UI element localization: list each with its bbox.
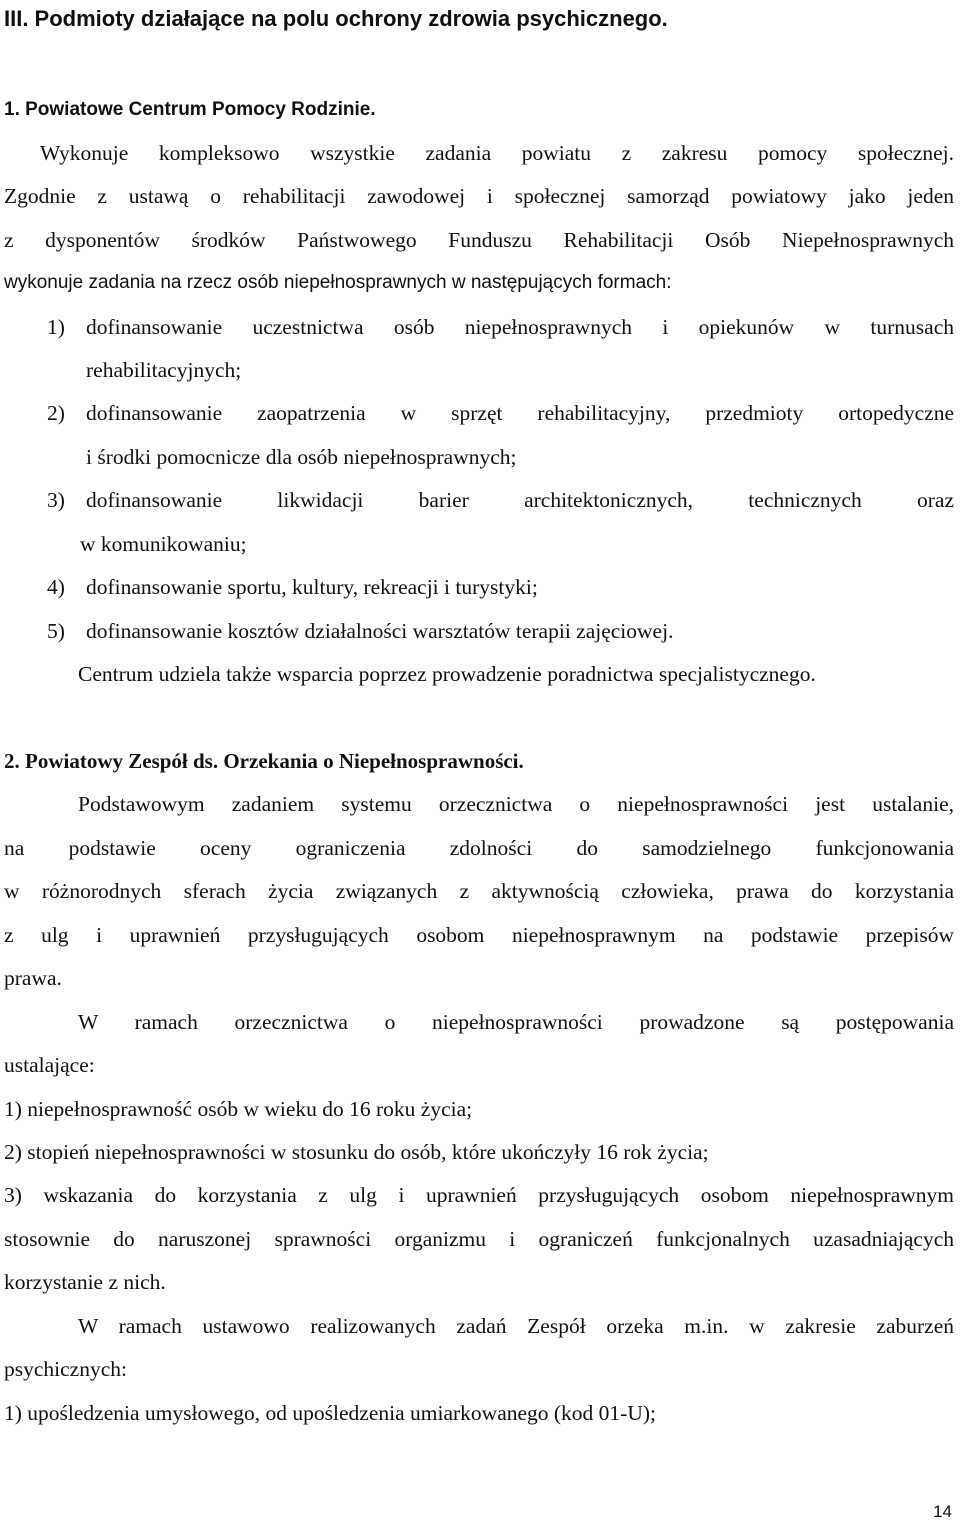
- list-item: 2) stopień niepełnosprawności w stosunku do osób, które ukończyły 16 rok życia;: [4, 1140, 709, 1164]
- section-2-paragraph-line: prawa.: [4, 966, 62, 990]
- chapter-title: III. Podmioty działające na polu ochrony zdrowia psychicznego.: [4, 6, 668, 31]
- section-1-heading: 1. Powiatowe Centrum Pomocy Rodzinie.: [4, 99, 376, 120]
- page-number: 14: [933, 1502, 952, 1521]
- section-1-intro-line: wykonuje zadania na rzecz osób niepełnosprawnych w następujących formach:: [4, 272, 672, 293]
- list-item-text: w komunikowaniu;: [80, 532, 247, 556]
- section-2-paragraph-line: na podstawie oceny ograniczenia zdolności do samodzielnego funkcjonowania: [4, 836, 954, 860]
- section-1-intro-line: z dysponentów środków Państwowego Funduszu Rehabilitacji Osób Niepełnosprawnych: [4, 228, 954, 252]
- section-1-intro-line: Wykonuje kompleksowo wszystkie zadania powiatu z zakresu pomocy społecznej.: [40, 141, 954, 165]
- list-item-number: 2): [47, 401, 65, 425]
- section-2-paragraph-line: psychicznych:: [4, 1357, 127, 1381]
- list-item: 3) wskazania do korzystania z ulg i uprawnień przysługujących osobom niepełnosprawnym: [4, 1183, 954, 1207]
- list-item: 1) upośledzenia umysłowego, od upośledzenia umiarkowanego (kod 01-U);: [4, 1401, 657, 1425]
- list-item: 1) niepełnosprawność osób w wieku do 16 roku życia;: [4, 1097, 473, 1121]
- list-item-text: dofinansowanie uczestnictwa osób niepełnosprawnych i opiekunów w turnusach: [86, 315, 954, 339]
- list-item: stosownie do naruszonej sprawności organizmu i ograniczeń funkcjonalnych uzasadniających: [4, 1227, 954, 1251]
- list-item-text: dofinansowanie kosztów działalności warsztatów terapii zajęciowej.: [86, 619, 674, 643]
- list-item-number: 5): [47, 619, 65, 643]
- list-item-number: 3): [47, 488, 65, 512]
- section-2-paragraph-line: w różnorodnych sferach życia związanych z aktywnością człowieka, prawa do korzystania: [4, 879, 954, 903]
- section-2-paragraph-line: W ramach ustawowo realizowanych zadań Zespół orzeka m.in. w zakresie zaburzeń: [78, 1314, 954, 1338]
- section-2-paragraph-line: W ramach orzecznictwa o niepełnosprawności prowadzone są postępowania: [78, 1010, 954, 1034]
- section-2-paragraph-line: Podstawowym zadaniem systemu orzecznictwa o niepełnosprawności jest ustalanie,: [78, 792, 954, 816]
- section-2-paragraph-line: z ulg i uprawnień przysługujących osobom niepełnosprawnym na podstawie przepisów: [4, 923, 954, 947]
- list-item-text: i środki pomocnicze dla osób niepełnosprawnych;: [86, 445, 517, 469]
- list-item-text: rehabilitacyjnych;: [86, 358, 242, 382]
- list-item-number: 4): [47, 575, 65, 599]
- section-2-heading: 2. Powiatowy Zespół ds. Orzekania o Niepełnosprawności.: [4, 749, 524, 773]
- section-1-closing: Centrum udziela także wsparcia poprzez prowadzenie poradnictwa specjalistycznego.: [78, 662, 816, 686]
- list-item-text: dofinansowanie likwidacji barier architektonicznych, technicznych oraz: [86, 488, 954, 512]
- section-1-intro-line: Zgodnie z ustawą o rehabilitacji zawodowej i społecznej samorząd powiatowy jako jeden: [4, 184, 954, 208]
- section-2-paragraph-line: ustalające:: [4, 1053, 95, 1077]
- list-item: korzystanie z nich.: [4, 1270, 166, 1294]
- list-item-text: dofinansowanie zaopatrzenia w sprzęt rehabilitacyjny, przedmioty ortopedyczne: [86, 401, 954, 425]
- list-item-number: 1): [47, 315, 65, 339]
- list-item-text: dofinansowanie sportu, kultury, rekreacji i turystyki;: [86, 575, 538, 599]
